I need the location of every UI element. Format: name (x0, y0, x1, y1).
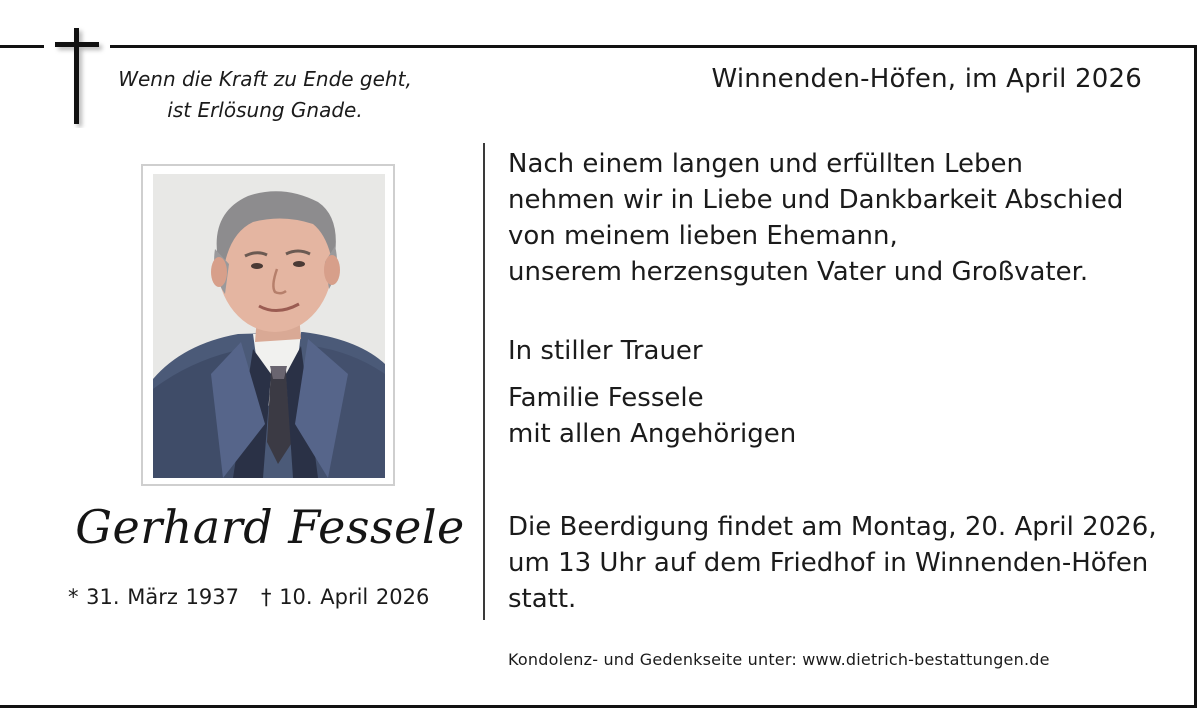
portrait-photo (153, 174, 385, 478)
funeral-line: um 13 Uhr auf dem Friedhof in Winnenden-Höfen (508, 548, 1149, 578)
death-date: † 10. April 2026 (261, 585, 430, 609)
family-signature (508, 380, 796, 452)
family-line: mit allen Angehörigen (508, 419, 797, 449)
deceased-name: Gerhard Fessele (75, 500, 465, 554)
motto-line-1: Wenn die Kraft zu Ende geht, (118, 67, 412, 91)
announcement-line: unserem herzensguten Vater und Großvater. (508, 257, 1089, 287)
announcement-line: von meinem lieben Ehemann, (508, 221, 898, 251)
funeral-line: statt. (508, 584, 577, 614)
family-line: Familie Fessele (508, 383, 704, 413)
place-date: Winnenden-Höfen, im April 2026 (711, 64, 1142, 94)
announcement-line: Nach einem langen und erfüllten Leben (508, 149, 1024, 179)
announcement-line: nehmen wir in Liebe und Dankbarkeit Abschied (508, 185, 1124, 215)
funeral-line: Die Beerdigung findet am Montag, 20. April 2026, (508, 512, 1157, 542)
condolence-link-text: Kondolenz- und Gedenkseite unter: www.dietrich-bestattungen.de (508, 650, 1050, 669)
mourning-line: In stiller Trauer (508, 336, 703, 366)
announcement-text (508, 146, 1123, 290)
birth-date: * 31. März 1937 (68, 585, 240, 609)
portrait-frame (141, 164, 395, 486)
motto-line-2: ist Erlösung Gnade. (167, 98, 363, 122)
motto (100, 64, 430, 126)
cross-icon (50, 24, 106, 128)
vertical-divider (483, 143, 485, 620)
life-dates (68, 585, 429, 609)
funeral-info (508, 509, 1157, 617)
